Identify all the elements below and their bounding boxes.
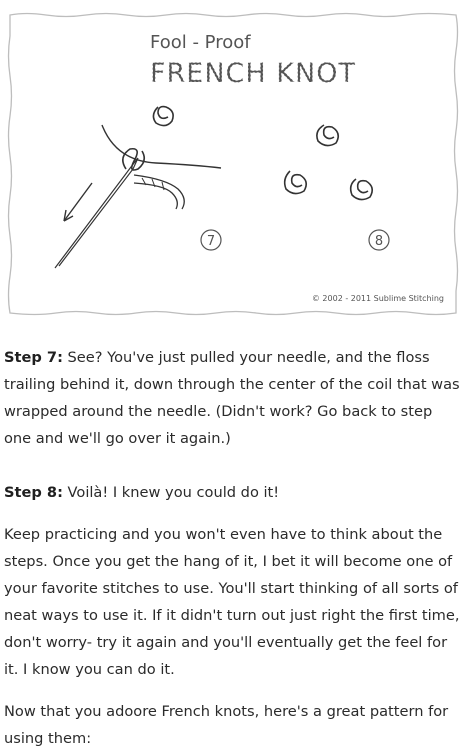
needle-icon [55, 158, 138, 268]
knot-icon [153, 107, 173, 126]
illustration-subtitle: Fool - Proof [150, 32, 251, 53]
body-paragraph: Now that you adoore French knots, here's a great pattern for using them: [4, 703, 449, 747]
article-body [4, 344, 462, 752]
step-paragraph [4, 479, 462, 506]
step-number-label: 8 [374, 234, 384, 249]
knot-icon [317, 125, 338, 146]
step-text: See? You've just pulled your needle, and the floss trailing behind it, down through the center of the coil that was wrapped around the needle. (Didn't work? Go back to step one and we'll go over it again.) [4, 349, 460, 447]
fabric-line-icon [102, 125, 221, 168]
knot-icon [285, 171, 307, 194]
body-paragraph: Keep practicing and you won't even have to think about the steps. Once you get the hang of it, I bet it will become one of your favorite stitches to use. You'll start thinking of all sorts of neat ways to use it. If it didn't turn out just right the first time, don't worry- try it again and you'll eventually get the feel for it. I know you can do it. [4, 526, 460, 678]
step-text: Voilà! I knew you could do it! [62, 484, 280, 501]
knot-icon [351, 179, 373, 200]
step-number-label: 7 [206, 234, 216, 249]
illustration-title: FRENCH KNOT [150, 58, 356, 89]
arrow-icon [64, 183, 92, 221]
french-knot-illustration [6, 11, 460, 317]
step-label: Step 8: [4, 484, 63, 501]
copyright-text: © 2002 - 2011 Sublime Stitching [311, 294, 444, 303]
step-paragraph [4, 344, 462, 452]
step-label: Step 7: [4, 349, 63, 366]
